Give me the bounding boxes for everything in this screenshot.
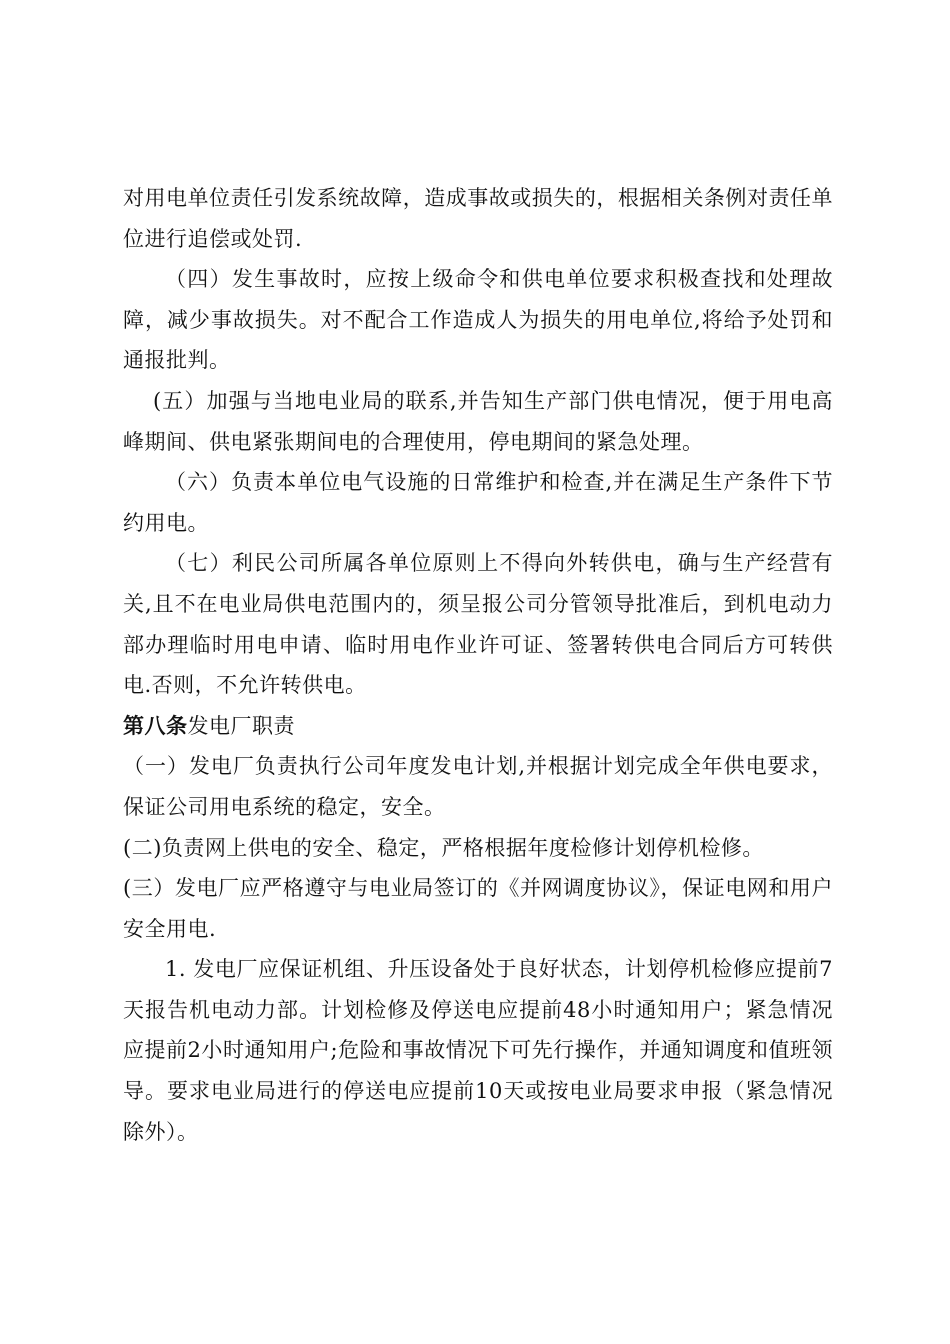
article-8-heading-line bbox=[123, 706, 833, 747]
paragraph-item-4: （四）发生事故时，应按上级命令和供电单位要求积极查找和处理故障，减少事故损失。对不配合工作造成人为损失的用电单位,将给予处罚和通报批判。 bbox=[123, 267, 833, 373]
article-8-item-1: （一）发电厂负责执行公司年度发电计划,并根据计划完成全年供电要求，保证公司用电系统的稳定，安全。 bbox=[123, 754, 833, 819]
article-8-item-3: (三）发电厂应严格遵守与电业局签订的《并网调度协议》，保证电网和用户安全用电. bbox=[123, 876, 833, 941]
article-8-item-3-sub-1: 1. 发电厂应保证机组、升压设备处于良好状态，计划停机检修应提前7天报告机电动力部。计划检修及停送电应提前48小时通知用户；紧急情况应提前2小时通知用户;危险和事故情况下可先行操作，并通知调度和值班领导。要求电业局进行的停送电应提前10天或按电业局要求申报（紧急情况除外）。 bbox=[123, 957, 833, 1144]
paragraph-item-5: (五）加强与当地电业局的联系,并告知生产部门供电情况，便于用电高峰期间、供电紧张期间电的合理使用，停电期间的紧急处理。 bbox=[123, 388, 833, 454]
article-8-item-2: (二)负责网上供电的安全、稳定，严格根据年度检修计划停机检修。 bbox=[123, 835, 764, 860]
article-8-title: 发电厂职责 bbox=[187, 713, 295, 738]
article-8-number: 第八条 bbox=[123, 712, 188, 738]
paragraph-item-6: （六）负责本单位电气设施的日常维护和检查,并在满足生产条件下节约用电。 bbox=[123, 470, 833, 535]
paragraph-continuation: 对用电单位责任引发系统故障，造成事故或损失的，根据相关条例对责任单位进行追偿或处罚. bbox=[123, 186, 833, 251]
paragraph-item-7: （七）利民公司所属各单位原则上不得向外转供电，确与生产经营有关,且不在电业局供电范围内的，须呈报公司分管领导批准后，到机电动力部办理临时用电申请、临时用电作业许可证、签署转供电合同后方可转供电.否则，不允许转供电。 bbox=[123, 551, 833, 698]
document-page bbox=[123, 178, 833, 1152]
